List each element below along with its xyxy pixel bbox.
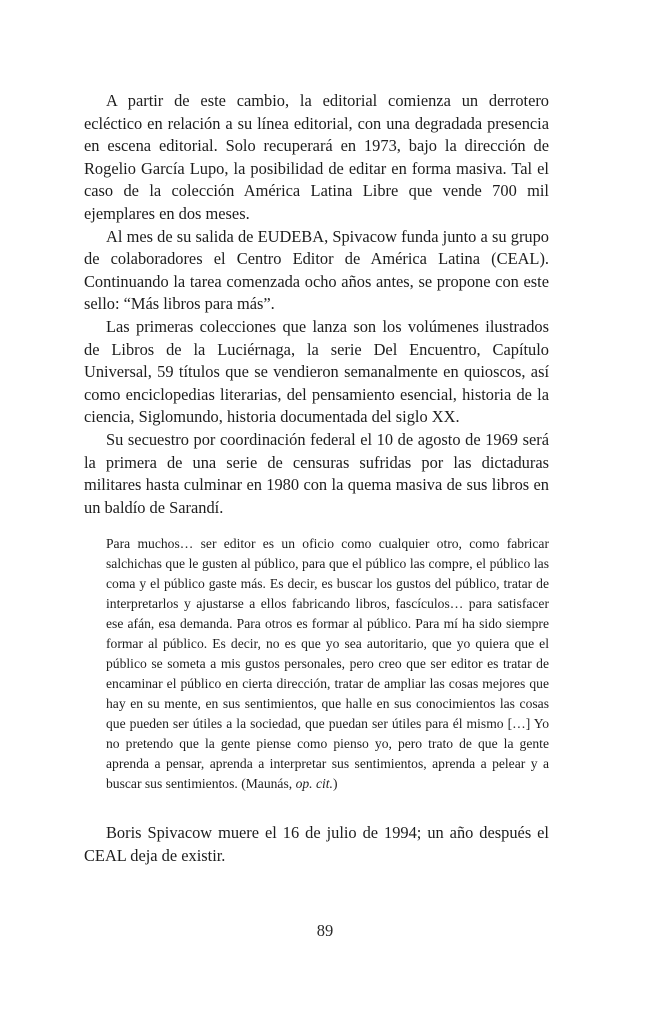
paragraph: A partir de este cambio, la editorial comienza un derrotero ecléctico en relación a su línea editorial, con una degradada presencia en escena editorial. Solo recuperará en 1973, bajo la dirección de Rogelio García Lupo, la posibilidad de editar en forma masiva. Tal el caso de la colección América Latina Libre que vende 700 mil ejemplares en dos meses. [84, 91, 549, 223]
closing-paragraph: Boris Spivacow muere el 16 de julio de 1994; un año después el CEAL deja de existir. [84, 823, 549, 865]
quote-citation [241, 776, 337, 791]
block-quote [84, 534, 549, 794]
citation-open: (Maunás, [241, 776, 296, 792]
quote-text: Para muchos… ser editor es un oficio como cualquier otro, como fabricar salchichas que le gusten al público, para que el público las compre, el público las coma y el público gaste más. Es decir, es buscar los gustos del público, tratar de interpretarlos y ajustarse a ellos fabricando libros, fascículos… para satisfacer ese afán, esa demanda. Para otros es formar al público. Para mí ha sido siempre formar al público. Es decir, no es que yo sea autoritario, que yo quiera que el público se someta a mis gustos personales, pero creo que ser editor es tratar de encaminar el público en cierta dirección, tratar de ampliar las cosas mejores que hay en su mente, en sus sentimientos, que halle en sus conocimientos las cosas que pueden ser útiles a la sociedad, que puedan ser útiles para él mismo […] Yo no pretendo que la gente piense como pienso yo, pero trato de que la gente aprenda a pensar, aprenda a interpretar sus sentimientos, aprenda a pelear y a buscar sus sentimientos. [106, 536, 549, 792]
body-text [84, 90, 549, 519]
closing-text [84, 822, 549, 867]
citation-close: ) [332, 776, 338, 792]
page-content [84, 90, 549, 867]
citation-italic: op. cit. [295, 776, 333, 792]
page-number: 89 [316, 921, 334, 940]
paragraph: Su secuestro por coordinación federal el 10 de agosto de 1969 será la primera de una serie de censuras sufridas por las dictaduras militares hasta culminar en 1980 con la quema masiva de sus libros en un baldío de Sarandí. [84, 429, 549, 517]
paragraph: Las primeras colecciones que lanza son los volúmenes ilustrados de Libros de la Luciérnaga, la serie Del Encuentro, Capítulo Universal, 59 títulos que se vendieron semanalmente en quioscos, así como enciclopedias literarias, del pensamiento esencial, historia de la ciencia, Siglomundo, historia documentada del siglo XX. [84, 316, 549, 427]
paragraph: Al mes de su salida de EUDEBA, Spivacow funda junto a su grupo de colaboradores el Centro Editor de América Latina (CEAL). Continuando la tarea comenzada ocho años antes, se propone con este sello: “Más libros para más”. [84, 226, 549, 314]
